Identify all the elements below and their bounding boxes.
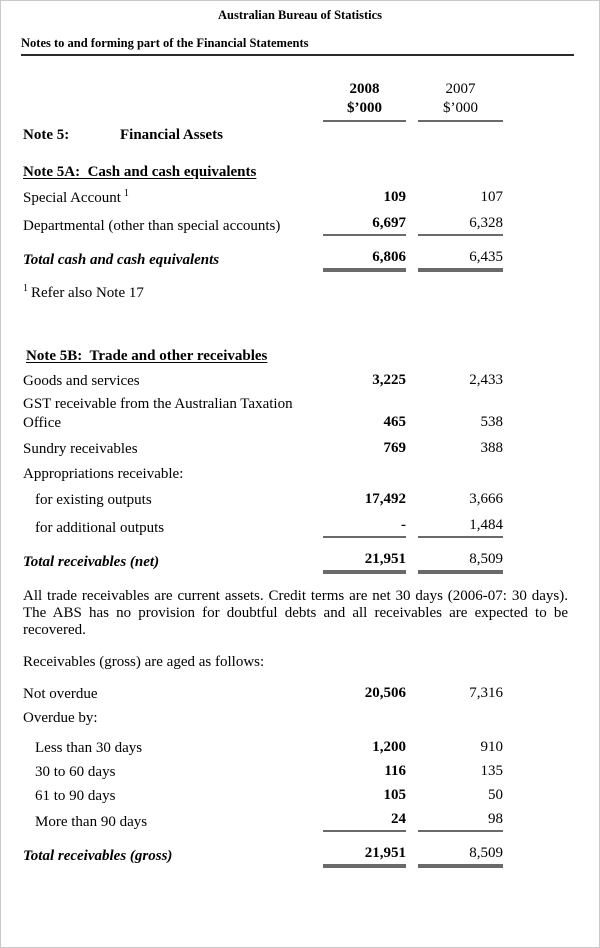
note5a-heading: Note 5A: Cash and cash equivalents: [23, 164, 257, 180]
total-label: Total cash and cash equivalents: [23, 252, 220, 268]
footnote-marker: 1: [23, 283, 28, 294]
value-2007: 3,666: [469, 491, 503, 507]
row-label: Less than 30 days: [35, 740, 143, 756]
footnote: [23, 284, 503, 303]
value-2007: 98: [418, 810, 503, 832]
value-2008: 116: [384, 763, 406, 779]
aging-intro: Receivables (gross) are aged as follows:: [23, 654, 265, 670]
row-label: 61 to 90 days: [35, 788, 116, 804]
row-label: More than 90 days: [35, 814, 148, 830]
total-label: Total receivables (gross): [23, 848, 173, 864]
note5-title: Financial Assets: [120, 127, 223, 143]
value-2007: 1,484: [418, 516, 503, 538]
table-row-less-30-days: [23, 738, 503, 758]
note5-title-row: [23, 126, 503, 145]
total-value-2007: 8,509: [418, 844, 503, 866]
note5-number: Note 5:: [23, 127, 70, 143]
total-value-2008: 21,951: [323, 844, 406, 866]
row-label: for additional outputs: [35, 520, 165, 536]
value-2008: 20,506: [364, 685, 406, 701]
row-label: Overdue by:: [23, 710, 98, 726]
row-label: 30 to 60 days: [35, 764, 116, 780]
credit-terms-paragraph: All trade receivables are current assets. Credit terms are net 30 days (2006-07: 30 days). The ABS has no provision for doubtful debts and all receivables are expected to be recovered.: [23, 588, 568, 638]
value-2007: 50: [488, 787, 503, 803]
value-2008: 465: [383, 414, 406, 430]
total-value-2008: 6,806: [323, 248, 406, 270]
unit-2008-label: $’000: [323, 99, 406, 122]
value-2007: 2,433: [469, 372, 503, 388]
row-label: Goods and services: [23, 373, 140, 389]
value-2008: 1,200: [372, 739, 406, 755]
footnote-ref: 1: [123, 188, 129, 199]
value-2008: [323, 483, 406, 484]
value-2007: 538: [480, 414, 503, 430]
unit-2007-label: $’000: [418, 99, 503, 122]
table-row-30-60-days: [23, 762, 503, 782]
column-2008-header: [323, 80, 406, 122]
total-value-2008: 21,951: [323, 550, 406, 572]
table-row-goods-services: [23, 371, 503, 391]
row-label: for existing outputs: [35, 492, 152, 508]
value-2008: 3,225: [372, 372, 406, 388]
table-row-total-receivables-gross: [23, 844, 503, 866]
value-2007: 388: [480, 440, 503, 456]
table-row-departmental: [23, 214, 503, 236]
value-2007: 107: [480, 189, 503, 205]
footnote-text: Refer also Note 17: [31, 285, 144, 301]
table-row-61-90-days: [23, 786, 503, 806]
table-row-special-account: [23, 188, 503, 208]
column-2007-header: [418, 80, 503, 122]
row-label: Not overdue: [23, 686, 98, 702]
value-2007: 6,328: [418, 214, 503, 236]
aging-table: [23, 684, 503, 866]
value-2007: 135: [480, 763, 503, 779]
value-2008: [323, 727, 406, 728]
table-row-total-cash: [23, 248, 503, 270]
value-2008: 17,492: [364, 491, 406, 507]
table-row-overdue-by: [23, 709, 503, 728]
value-2008: 769: [383, 440, 406, 456]
year-2007-label: 2007: [445, 81, 476, 97]
column-header-row: [23, 80, 503, 122]
value-2008: 6,697: [323, 214, 406, 236]
table-row-appropriations: [23, 465, 503, 484]
value-2008: 109: [383, 189, 406, 205]
document-subtitle: Notes to and forming part of the Financial Statements: [21, 36, 574, 56]
row-label: Sundry receivables: [23, 441, 138, 457]
row-label: GST receivable from the Australian Taxation Office: [23, 396, 293, 431]
value-2007: [418, 727, 503, 728]
total-value-2007: 8,509: [418, 550, 503, 572]
table-row-more-90-days: [23, 810, 503, 832]
value-2008: 105: [383, 787, 406, 803]
year-2008-label: 2008: [349, 81, 380, 97]
table-row-sundry-receivables: [23, 439, 503, 459]
value-2008: 24: [323, 810, 406, 832]
table-row-total-receivables-net: [23, 550, 503, 572]
note5b-heading: Note 5B: Trade and other receivables: [26, 348, 268, 364]
row-label: Special Account $^1$: [23, 188, 129, 206]
table-row-not-overdue: [23, 684, 503, 704]
value-2008: -: [323, 516, 406, 538]
row-label: Departmental (other than special accounts): [23, 218, 281, 234]
value-2007: 7,316: [469, 685, 503, 701]
table-row-existing-outputs: [23, 490, 503, 510]
row-label: Appropriations receivable:: [23, 466, 184, 482]
note5-table: [23, 80, 503, 572]
total-value-2007: 6,435: [418, 248, 503, 270]
table-row-gst-receivable: [23, 395, 503, 433]
value-2007: 910: [480, 739, 503, 755]
document-title: Australian Bureau of Statistics: [217, 8, 382, 22]
value-2007: [418, 483, 503, 484]
total-label: Total receivables (net): [23, 554, 160, 570]
table-row-additional-outputs: [23, 516, 503, 538]
